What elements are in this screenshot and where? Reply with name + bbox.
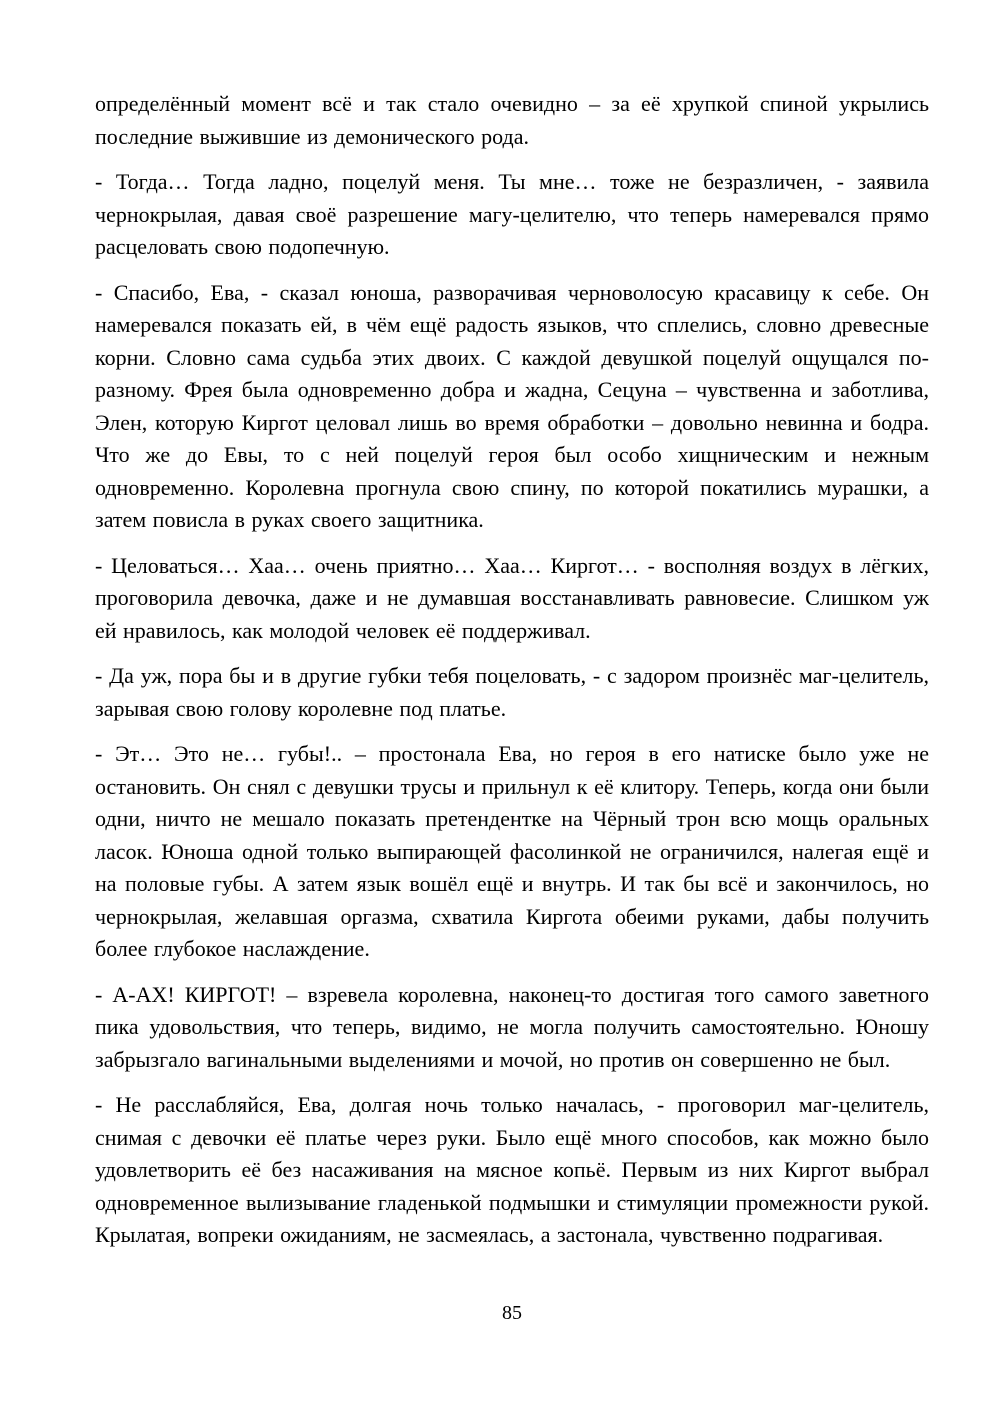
paragraph: - Да уж, пора бы и в другие губки тебя поцеловать, - с задором произнёс маг-целитель, зарывая свою голову королевне под платье. [95, 663, 929, 721]
paragraph: - Спасибо, Ева, - сказал юноша, разворачивая черноволосую красавицу к себе. Он намеревался показать ей, в чём ещё радость языков, что сплелись, словно древесные корни. Словно сама судьба этих двоих. С каждой девушкой поцелуй ощущался по-разному. Фрея была одновременно добра и жадна, Сецуна – чувственна и заботлива, Элен, которую Киргот целовал лишь во время обработки – довольно невинна и бодра. Что же до Евы, то с ней поцелуй героя был особо хищническим и нежным одновременно. Королевна прогнула свою спину, по которой покатились мурашки, а затем повисла в руках своего защитника. [95, 279, 929, 532]
paragraph: определённый момент всё и так стало очевидно – за её хрупкой спиной укрылись последние выжившие из демонического рода. [95, 91, 929, 149]
paragraph: - Эт… Это не… губы!.. – простонала Ева, но героя в его натиске было уже не остановить. Он снял с девушки трусы и прильнул к её клитору. Теперь, когда они были одни, ничто не мешало показать претендентке на Чёрный трон всю мощь оральных ласок. Юноша одной только выпирающей фасолинкой не ограничился, налегая ещё и на половые губы. А затем язык вошёл ещё и внутрь. И так бы всё и закончилось, но чернокрылая, желавшая оргазма, схватила Киргота обеими руками, дабы получить более глубокое наслаждение. [95, 741, 929, 961]
page-number: 85 [502, 1302, 522, 1324]
paragraph: - Тогда… Тогда ладно, поцелуй меня. Ты мне… тоже не безразличен, - заявила чернокрылая, давая своё разрешение магу-целителю, что теперь намеревался прямо расцеловать свою подопечную. [95, 169, 929, 259]
paragraph: - Не расслабляйся, Ева, долгая ночь только началась, - проговорил маг-целитель, снимая с девочки её платье через руки. Было ещё много способов, как можно было удовлетворить её без насаживания на мясное копьё. Первым из них Киргот выбрал одновременное вылизывание гладенькой подмышки и стимуляции промежности рукой. Крылатая, вопреки ожиданиям, не засмеялась, а застонала, чувственно подрагивая. [95, 1092, 929, 1247]
text-block [95, 88, 929, 1265]
paragraph: - Целоваться… Хаа… очень приятно… Хаа… Киргот… - восполняя воздух в лёгких, проговорила девочка, даже и не думавшая восстанавливать равновесие. Слишком уж ей нравилось, как молодой человек её поддерживал. [95, 552, 929, 643]
paragraph: - А-АХ! КИРГОТ! – взревела королевна, наконец-то достигая того самого заветного пика удовольствия, что теперь, видимо, не могла получить самостоятельно. Юношу забрызгало вагинальными выделениями и мочой, но против он совершенно не был. [95, 981, 929, 1072]
